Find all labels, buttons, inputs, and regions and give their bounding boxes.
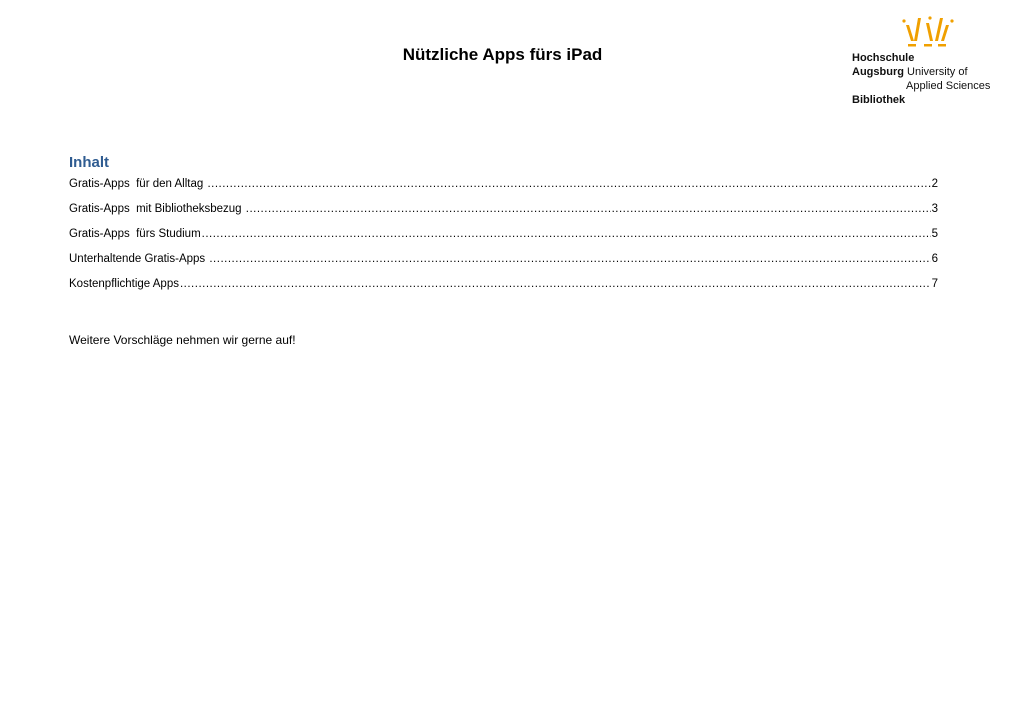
toc-dot-leader <box>202 227 931 242</box>
logo-line-augsburg <box>852 65 990 79</box>
logo-line-hochschule: Hochschule <box>852 52 915 64</box>
toc-dot-leader <box>207 177 930 192</box>
toc-entry-label: Gratis-Apps mit Bibliotheksbezug <box>69 203 245 215</box>
logo-university-of: University of <box>907 66 968 78</box>
toc-entry-page: 3 <box>931 203 938 215</box>
toc-entry-alltag[interactable] <box>69 177 938 202</box>
toc-entry-label: Kostenpflichtige Apps <box>69 278 179 290</box>
table-of-contents <box>69 177 938 302</box>
page-title: Nützliche Apps fürs iPad <box>402 45 603 64</box>
logo-line-bibliothek: Bibliothek <box>852 94 906 106</box>
toc-entry-page: 5 <box>931 228 938 240</box>
toc-heading: Inhalt <box>69 154 109 171</box>
toc-entry-label: Gratis-Apps für den Alltag <box>69 178 207 190</box>
toc-entry-kostenpflichtig[interactable] <box>69 277 938 302</box>
toc-entry-page: 7 <box>931 278 938 290</box>
toc-entry-studium[interactable] <box>69 227 938 252</box>
toc-entry-label: Gratis-Apps fürs Studium <box>69 228 201 240</box>
toc-dot-leader <box>246 202 931 217</box>
toc-entry-bibliotheksbezug[interactable] <box>69 202 938 227</box>
suggestions-note: Weitere Vorschläge nehmen wir gerne auf! <box>69 333 296 347</box>
university-logo <box>850 15 1010 110</box>
logo-mark-icon <box>900 15 956 49</box>
toc-dot-leader <box>209 252 930 267</box>
logo-line-applied-sciences: Applied Sciences <box>906 80 991 92</box>
logo-text <box>852 51 990 107</box>
toc-entry-page: 6 <box>931 253 938 265</box>
logo-augsburg: Augsburg <box>852 66 904 78</box>
toc-entry-page: 2 <box>931 178 938 190</box>
toc-entry-unterhaltende[interactable] <box>69 252 938 277</box>
toc-entry-label: Unterhaltende Gratis-Apps <box>69 253 209 265</box>
toc-dot-leader <box>180 277 931 292</box>
